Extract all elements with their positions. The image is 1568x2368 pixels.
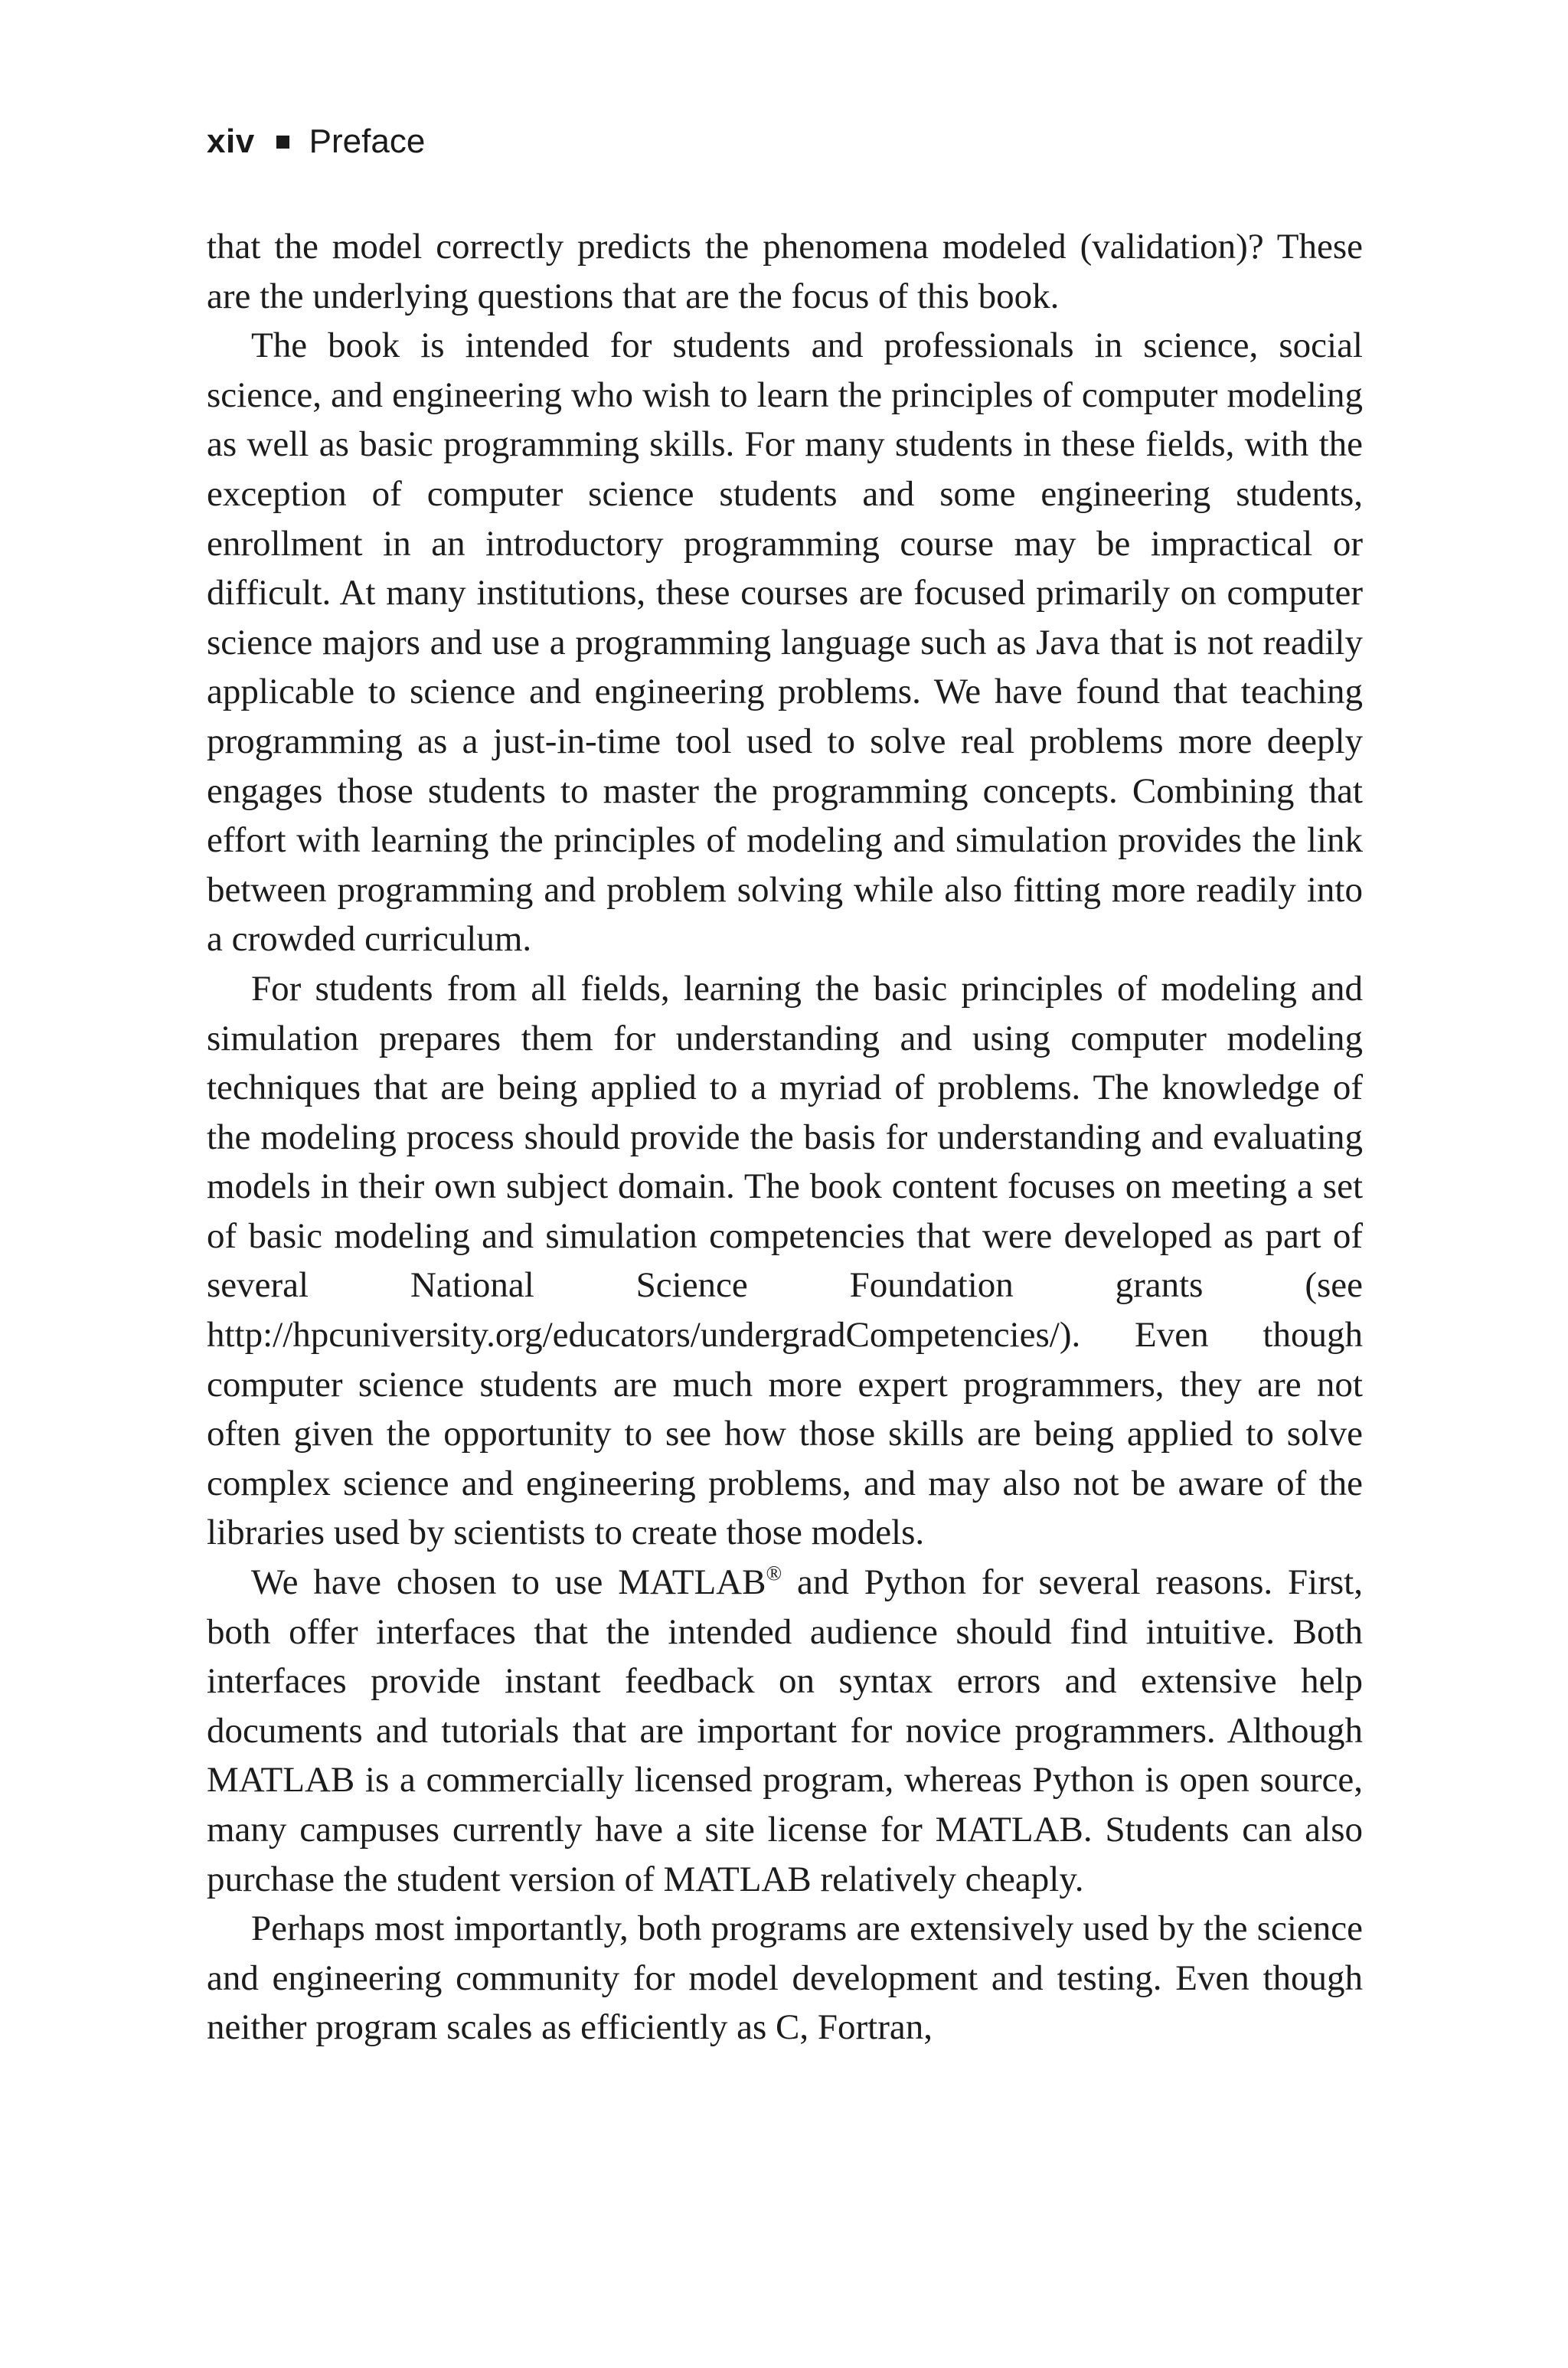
paragraph-validation-questions: that the model correctly predicts the phenomena modeled (validation)? These are the underlying questions that are the focus of this book. <box>207 227 1363 316</box>
paragraph-community-usage: Perhaps most importantly, both programs are extensively used by the science and engineering community for model development and testing. Even though neither program scales as efficiently as C, Fortran, <box>207 1908 1363 2048</box>
paragraph-intended-audience: The book is intended for students and professionals in science, social science, and engineering who wish to learn the principles of computer modeling as well as basic programming skills. For many students in these fields, with the exception of computer science students and some engineering students, enrollment in an introductory programming course may be impractical or difficult. At many institutions, these courses are focused primarily on computer science majors and use a programming language such as Java that is not readily applicable to science and engineering problems. We have found that teaching programming as a just-in-time tool used to solve real problems more deeply engages those students to master the programming concepts. Combining that effort with learning the principles of modeling and simulation provides the link between programming and problem solving while also fitting more readily into a crowded curriculum. <box>207 325 1363 960</box>
running-head <box>207 115 1363 168</box>
matlab-text-before: We have chosen to use MATLAB <box>251 1562 766 1603</box>
book-page <box>207 115 1363 2052</box>
paragraph-matlab-python <box>207 1558 1363 1904</box>
body-text <box>207 222 1363 2052</box>
section-title: Preface <box>309 123 426 160</box>
page-number: xiv <box>207 123 255 160</box>
square-bullet-icon <box>276 136 289 149</box>
matlab-text-after: and Python for several reasons. First, both offer interfaces that the intended audience should find intuitive. Both interfaces provide instant feedback on syntax errors and extensive help documents and tutorials that are important for novice programmers. Although MATLAB is a commercially licensed program, whereas Python is open source, many campuses currently have a site license for MATLAB. Students can also purchase the student version of MATLAB relatively cheaply. <box>207 1562 1363 1899</box>
paragraph-modeling-principles: For students from all fields, learning the basic principles of modeling and simulation prepares them for understanding and using computer modeling techniques that are being applied to a myriad of problems. The knowledge of the modeling process should provide the basis for understanding and evaluating models in their own subject domain. The book content focuses on meeting a set of basic modeling and simulation competencies that were developed as part of several National Science Foundation grants (see http://hpcuniversity.org/educators/undergradCompetencies/). Even though computer science students are much more expert programmers, they are not often given the opportunity to see how those skills are being applied to solve complex science and engineering problems, and may also not be aware of the libraries used by scientists to create those models. <box>207 968 1363 1553</box>
registered-trademark: ® <box>766 1562 782 1585</box>
